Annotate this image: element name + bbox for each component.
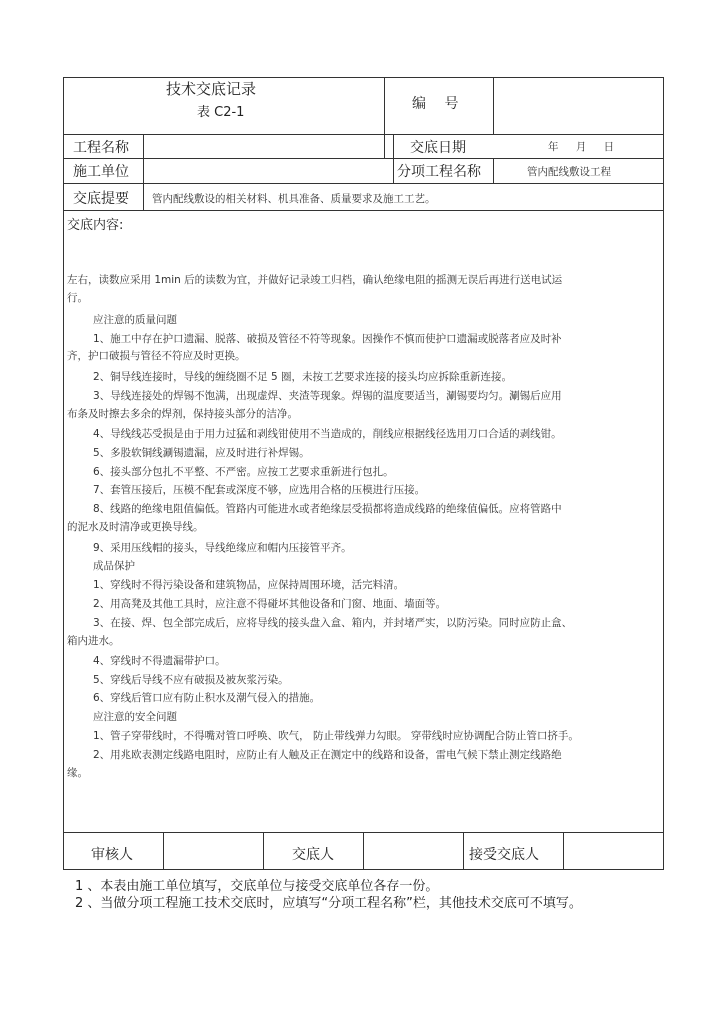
protection-item-3a: 3、在接、焊、包全部完成后，应将导线的接头盘入盒、箱内，并封堵严实，以防污染。同时应防止盒、 — [93, 617, 573, 629]
quality-item-2: 2、铜导线连接时，导线的缠绕圈不足 5 圈，未按工艺要求连接的接头均应拆除重新连接。 — [93, 371, 513, 383]
quality-item-8b: 的泥水及时清净或更换导线。 — [67, 521, 204, 533]
safety-item-2a: 2、用兆欧表测定线路电阻时，应防止有人触及正在测定中的线路和设备，雷电气候下禁止测定线路绝 — [93, 749, 562, 761]
reviewer-signature[interactable] — [170, 838, 258, 864]
quality-item-5: 5、多股软铜线涮锡遗漏，应及时进行补焊锡。 — [93, 447, 310, 459]
summary-label: 交底提要 — [73, 191, 129, 207]
protection-item-3b: 箱内进水。 — [67, 635, 120, 647]
quality-item-7: 7、套管压接后，压模不配套或深度不够，应选用合格的压模进行压接。 — [93, 484, 426, 496]
quality-item-9: 9、采用压线帽的接头，导线绝缘应和帽内压接管平齐。 — [93, 542, 352, 554]
row-divider-project — [63, 158, 664, 159]
date-value[interactable]: 年 月 日 — [548, 141, 615, 153]
protection-heading: 成品保护 — [93, 560, 135, 572]
protection-item-5: 5、穿线后导线不应有破损及被灰浆污染。 — [93, 674, 289, 686]
sub-project-label: 分项工程名称 — [397, 164, 481, 180]
form-number: 表 C2-1 — [197, 105, 245, 120]
safety-heading: 应注意的安全问题 — [93, 711, 177, 723]
number-value[interactable] — [500, 93, 650, 111]
project-name-label: 工程名称 — [73, 140, 129, 156]
quality-item-4: 4、导线线芯受损是由于用力过猛和剥线钳使用不当造成的，削线应根据线径选用刀口合适的剥线钳。 — [93, 428, 562, 440]
quality-item-1a: 1、施工中存在护口遗漏、脱落、破损及管径不符等现象。因操作不慎而使护口遗漏或脱落者应及时补 — [93, 333, 562, 345]
col-divider-number-value — [493, 77, 494, 134]
footnote-2: 2 、当做分项工程施工技术交底时，应填写“分项工程名称”栏，其他技术交底可不填写。 — [75, 896, 582, 911]
col-divider-mid-value — [493, 158, 494, 183]
col-divider-label — [143, 134, 144, 210]
safety-item-2b: 缘。 — [67, 767, 88, 779]
form-title: 技术交底记录 — [166, 80, 257, 98]
quality-item-3b: 布条及时擦去多余的焊剂，保持接头部分的洁净。 — [67, 408, 298, 420]
protection-item-1: 1、穿线时不得污染设备和建筑物品，应保持周围环境，活完料清。 — [93, 579, 405, 591]
summary-value: 管内配线敷设的相关材料、机具准备、质量要求及施工工艺。 — [152, 193, 436, 205]
quality-item-6: 6、接头部分包扎不平整、不严密。应按工艺要求重新进行包扎。 — [93, 466, 394, 478]
project-name-value[interactable] — [150, 137, 385, 155]
footnote-1: 1 、本表由施工单位填写，交底单位与接受交底单位各存一份。 — [75, 879, 439, 894]
row-divider-header — [63, 134, 664, 135]
date-label: 交底日期 — [410, 140, 466, 156]
discloser-signature[interactable] — [370, 838, 458, 864]
protection-item-2: 2、用高凳及其他工具时，应注意不得碰坏其他设备和门窗、地面、墙面等。 — [93, 598, 447, 610]
row-divider-summary — [63, 210, 664, 211]
col-divider-mid-label — [393, 134, 394, 183]
sig-divider-1 — [163, 832, 164, 870]
row-divider-unit — [63, 183, 664, 184]
quality-item-3a: 3、导线连接处的焊锡不饱满，出现虚焊、夹渣等现象。焊锡的温度要适当，涮锡要均匀。涮锡后应用 — [93, 390, 562, 402]
sig-divider-2 — [263, 832, 264, 870]
construction-unit-label: 施工单位 — [73, 164, 129, 180]
quality-item-1b: 齐，护口破损与管径不符应及时更换。 — [67, 350, 246, 362]
content-intro-line-2: 行。 — [67, 292, 88, 304]
protection-item-6: 6、穿线后管口应有防止积水及潮气侵入的措施。 — [93, 692, 321, 704]
discloser-label: 交底人 — [292, 847, 334, 863]
safety-item-1: 1、管子穿带线时，不得嘴对管口呼唤、吹气， 防止带线弹力勾眼。 穿带线时应协调配合防止管口挤手。 — [93, 730, 579, 742]
content-label: 交底内容: — [67, 218, 124, 233]
receiver-label: 接受交底人 — [469, 847, 539, 863]
content-intro-line-1: 左右，读数应采用 1min 后的读数为宜，并做好记录竣工归档，确认绝缘电阻的摇测无误后再进行送电试运 — [67, 274, 563, 286]
sig-divider-3 — [363, 832, 364, 870]
sig-divider-5 — [563, 832, 564, 870]
receiver-signature[interactable] — [570, 838, 658, 864]
quality-item-8a: 8、线路的绝缘电阻值偏低。管路内可能进水或者绝缘层受损都将造成线路的绝缘值偏低。应将管路中 — [93, 503, 562, 515]
protection-item-4: 4、穿线时不得遗漏带护口。 — [93, 655, 226, 667]
construction-unit-value[interactable] — [150, 161, 385, 179]
sig-divider-4 — [463, 832, 464, 870]
reviewer-label: 审核人 — [91, 847, 133, 863]
number-label: 编 号 — [412, 96, 459, 112]
sub-project-value[interactable]: 管内配线敷设工程 — [527, 166, 611, 178]
quality-heading: 应注意的质量问题 — [93, 314, 177, 326]
